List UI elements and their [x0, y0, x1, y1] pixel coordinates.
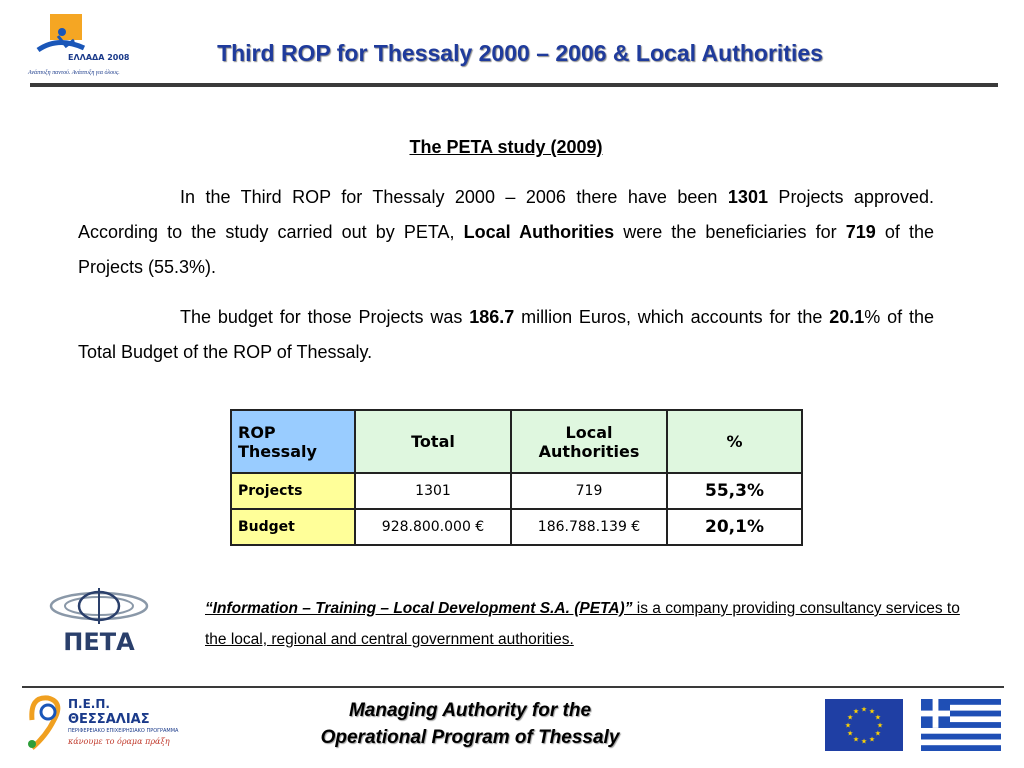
table-header-cell: ROP Thessaly [231, 410, 355, 473]
table-row [231, 473, 802, 509]
pep-logo-line3: ΠΕΡΙΦΕΡΕΙΑΚΟ ΕΠΙΧΕΙΡΗΣΙΑΚΟ ΠΡΟΓΡΑΜΜΑ [68, 728, 179, 734]
eu-flag-icon [825, 699, 903, 751]
eu-star-icon: ★ [868, 735, 876, 744]
eu-star-icon: ★ [868, 707, 876, 716]
eu-star-icon: ★ [852, 707, 860, 716]
eu-star-icon: ★ [860, 705, 868, 714]
pep-logo-line1: Π.Ε.Π. [68, 697, 110, 711]
greek-flag-icon [921, 699, 1001, 751]
table-header-cell: % [667, 410, 802, 473]
summary-table [230, 409, 803, 546]
budget-share: 20.1 [829, 307, 865, 327]
peta-description: “Information – Training – Local Development S.A. (PETA)” is a company providing consultancy services to the local, regional and central government authorities. [205, 600, 960, 648]
local-projects-number: 719 [845, 222, 876, 242]
peta-logo [34, 586, 164, 656]
footer-caption-line2: Operational Program of Thessaly [320, 727, 620, 748]
table-cell-percent: 55,3% [667, 473, 802, 509]
table-header-cell: Local Authorities [511, 410, 667, 473]
footer-caption-line1: Managing Authority for the [348, 700, 592, 721]
eu-star-icon: ★ [852, 735, 860, 744]
row-label: Projects [231, 473, 355, 509]
eu-star-icon: ★ [846, 729, 854, 738]
pep-thessaly-logo [22, 690, 179, 754]
paragraph-budget: The budget for those Projects was 186.7 million Euros, which accounts for the 20.1% of the Total Budget of the ROP of Thessaly. [78, 307, 934, 362]
logo-text: ΕΛΛΑΔΑ 2008 [68, 53, 130, 62]
table-header-row [231, 410, 802, 473]
budget-amount: 186.7 [469, 307, 515, 327]
eu-star-icon: ★ [876, 721, 884, 730]
footer-divider [22, 686, 1004, 688]
section-subtitle: The PETA study (2009) [409, 137, 603, 157]
table-cell: 186.788.139 € [511, 509, 667, 545]
eu-star-icon: ★ [860, 737, 868, 746]
local-authorities-term: Local Authorities [463, 222, 615, 242]
logo-tagline: Ανάπτυξη παντού. Ανάπτυξη για όλους. [28, 70, 120, 76]
table-row [231, 509, 802, 545]
eu-star-icon: ★ [874, 729, 882, 738]
row-label: Budget [231, 509, 355, 545]
page-title: Third ROP for Thessaly 2000 – 2006 & Local Authorities [217, 40, 823, 66]
table-cell-percent: 20,1% [667, 509, 802, 545]
table-cell: 719 [511, 473, 667, 509]
table-cell: 928.800.000 € [355, 509, 511, 545]
footer-caption [250, 697, 690, 751]
eu-star-icon: ★ [846, 713, 854, 722]
pep-logo-line4: κάνουμε το όραμα πράξη [68, 737, 170, 746]
projects-total-number: 1301 [727, 187, 768, 207]
pep-logo-line2: ΘΕΣΣΑΛΙΑΣ [68, 712, 150, 727]
paragraph-projects: In the Third ROP for Thessaly 2000 – 2006 there have been 1301 Projects approved. According to the study carried out by PETA, Local Authorities were the beneficiaries for 719 of the Projects (55.3%). [78, 187, 934, 277]
table-header-cell: Total [355, 410, 511, 473]
table-cell: 1301 [355, 473, 511, 509]
eu-star-icon: ★ [844, 721, 852, 730]
eu-star-icon: ★ [874, 713, 882, 722]
peta-name: “Information – Training – Local Development S.A. (PETA)” [205, 600, 633, 617]
header-divider [30, 83, 998, 87]
peta-logo-text: ΠΕΤΑ [63, 628, 135, 656]
